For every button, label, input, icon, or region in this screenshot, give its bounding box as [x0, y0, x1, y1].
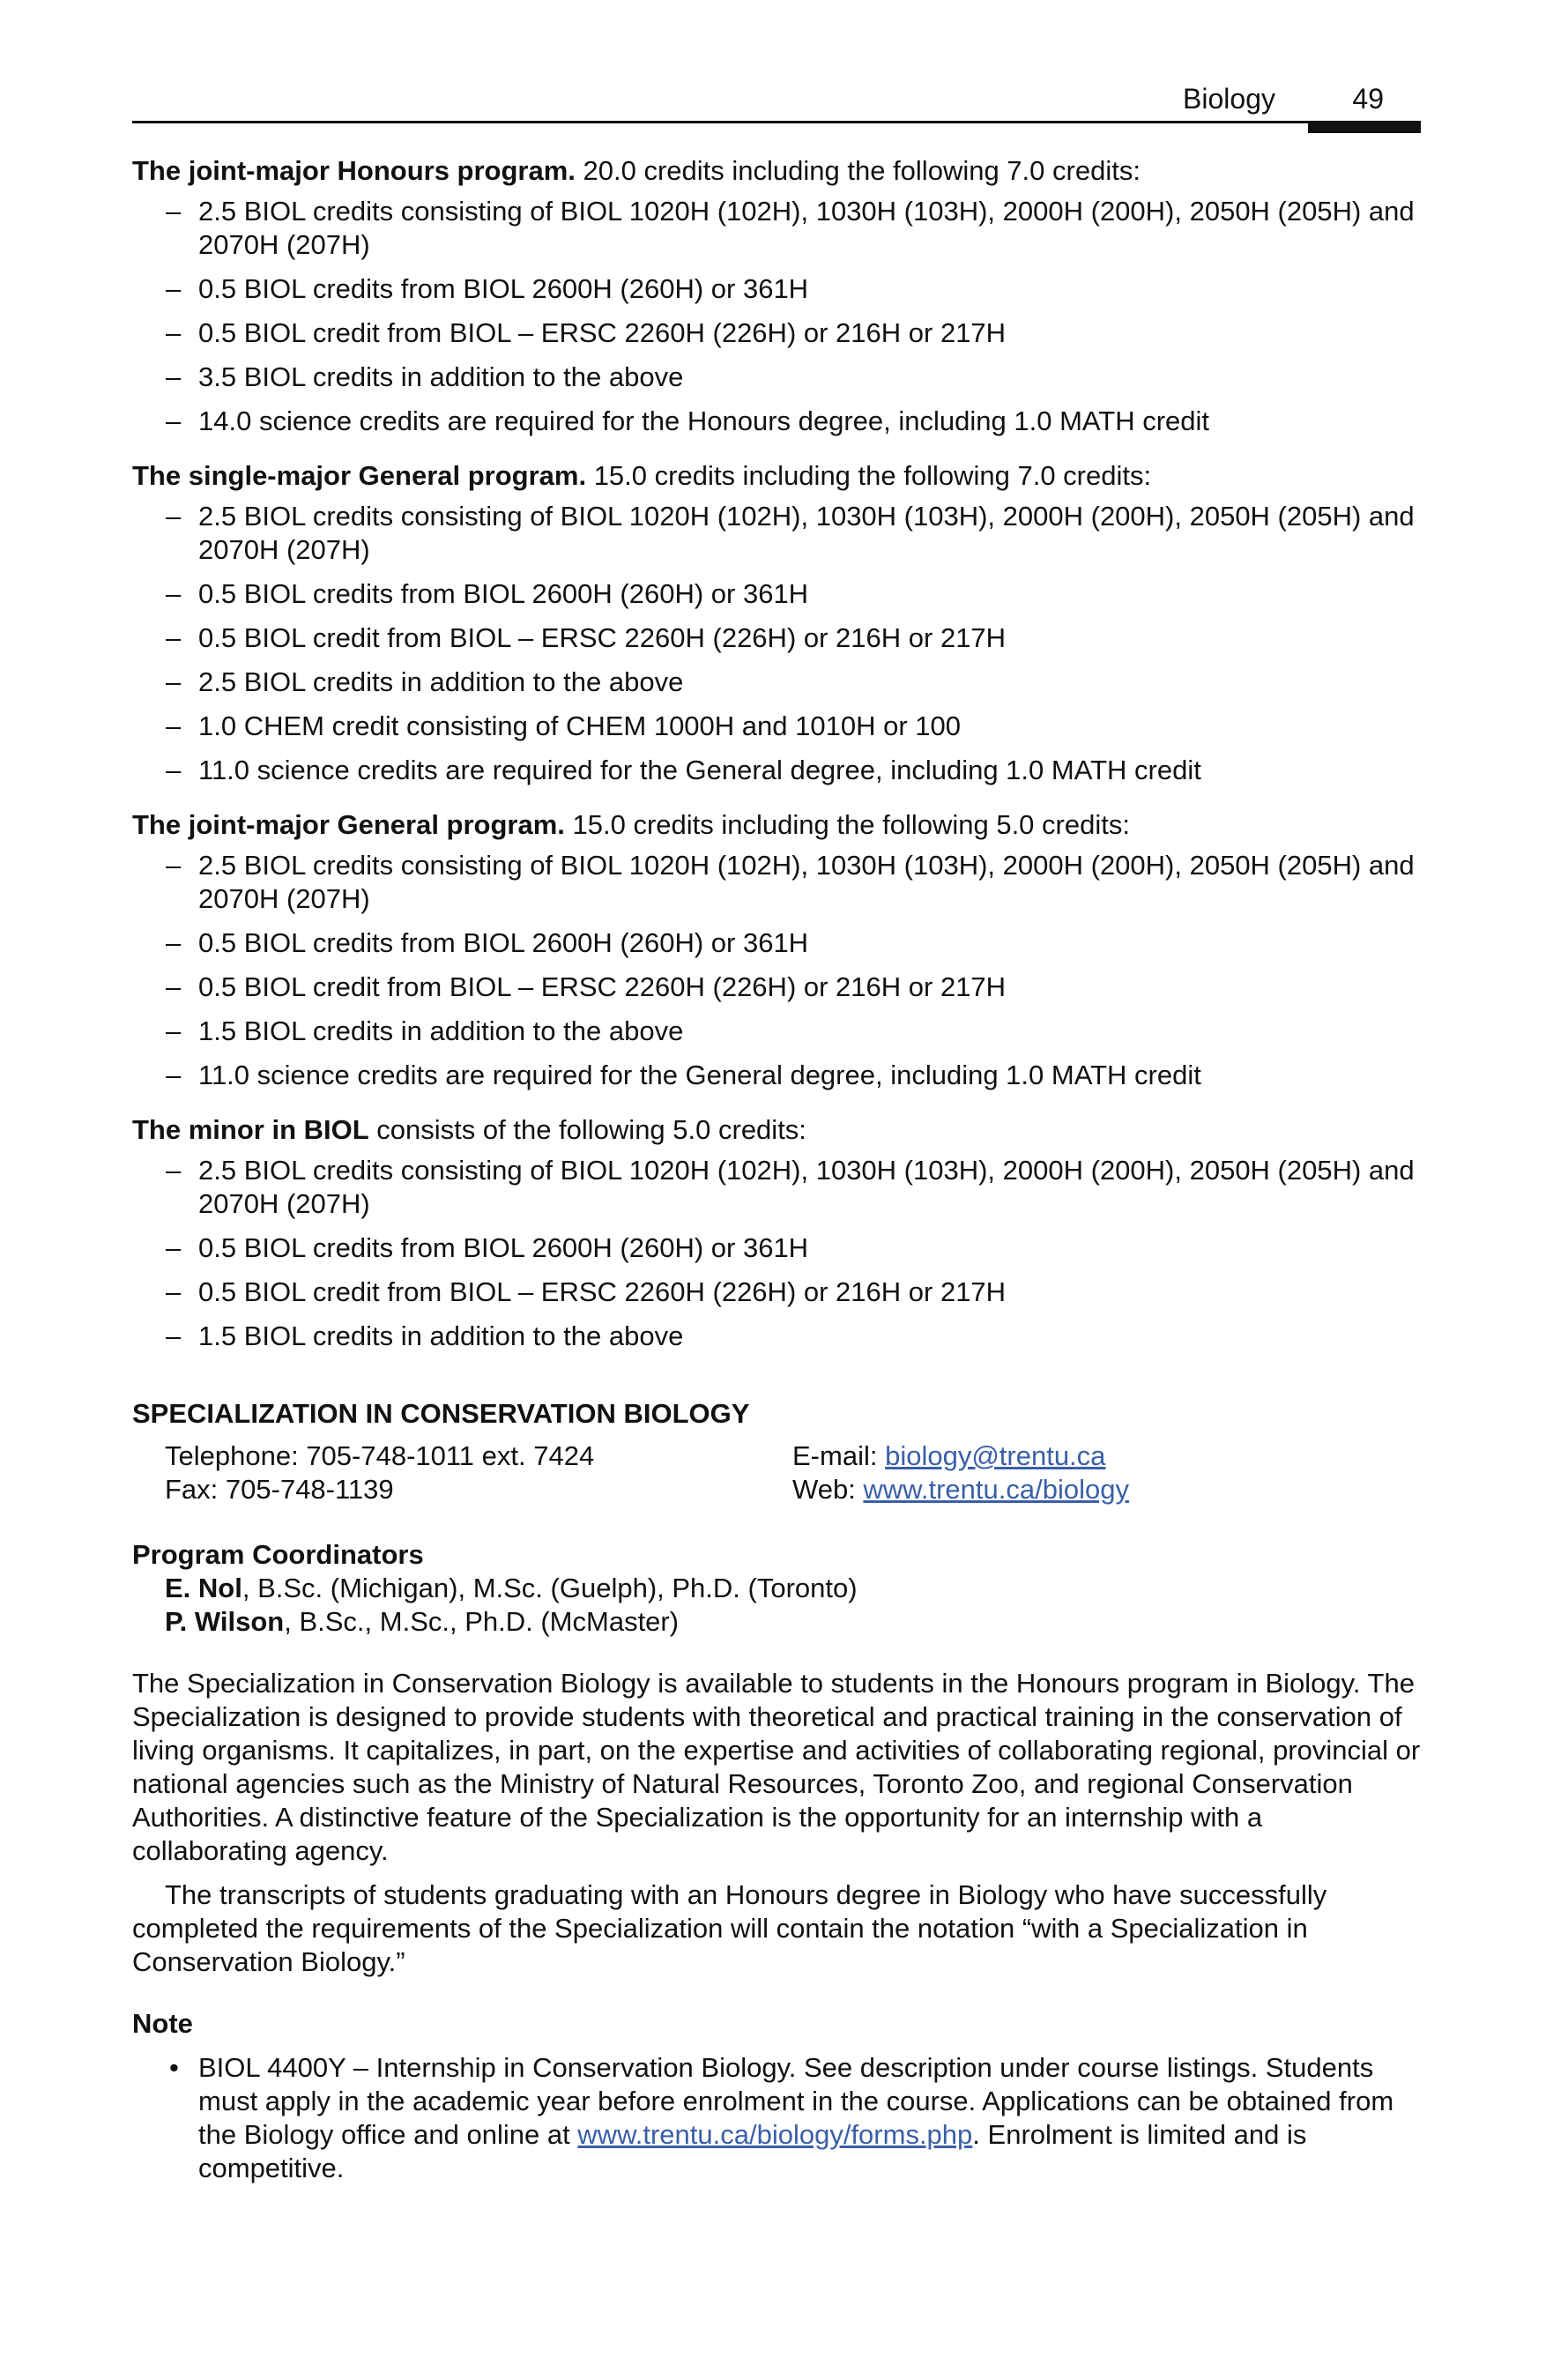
- page-content: [132, 154, 1421, 2185]
- note-heading: Note: [132, 2008, 193, 2039]
- requirement-text: 2.5 BIOL credits in addition to the above: [198, 666, 684, 697]
- requirement-item: [132, 405, 1421, 438]
- requirement-text: 1.0 CHEM credit consisting of CHEM 1000H and 1010H or 100: [198, 710, 961, 741]
- coordinator-name: P. Wilson: [165, 1606, 285, 1637]
- requirement-text: 2.5 BIOL credits consisting of BIOL 1020H (102H), 1030H (103H), 2000H (200H), 2050H (205H) and 2070H (207H): [198, 196, 1415, 260]
- header-rule: [132, 121, 1421, 123]
- requirement-list: [132, 500, 1421, 787]
- program-title: The minor in BIOL: [132, 1114, 369, 1145]
- dash-mark: –: [166, 710, 182, 741]
- page-number: 49: [1352, 83, 1384, 115]
- program-section: [132, 154, 1421, 438]
- coordinator-entry: [165, 1572, 1421, 1605]
- requirement-item: [132, 1231, 1421, 1265]
- requirement-text: 11.0 science credits are required for the General degree, including 1.0 MATH credit: [198, 755, 1201, 785]
- dash-mark: –: [166, 1276, 182, 1307]
- requirement-item: [132, 500, 1421, 567]
- requirement-list: [132, 195, 1421, 438]
- contact-right-column: [792, 1439, 1129, 1506]
- dash-mark: –: [166, 666, 182, 697]
- note-text-end: . Enrolment is limited and is competitive.: [198, 2119, 1307, 2183]
- program-heading: [132, 808, 1421, 842]
- email-link[interactable]: biology@trentu.ca: [885, 1440, 1106, 1471]
- requirement-text: 0.5 BIOL credits from BIOL 2600H (260H) or 361H: [198, 927, 809, 958]
- dash-mark: –: [166, 622, 182, 653]
- program-credit-summary: 20.0 credits including the following 7.0 credits:: [575, 155, 1141, 186]
- requirement-item: [132, 272, 1421, 306]
- requirement-text: 0.5 BIOL credit from BIOL – ERSC 2260H (226H) or 216H or 217H: [198, 971, 1007, 1002]
- email-label: E-mail:: [792, 1440, 886, 1471]
- requirement-text: 0.5 BIOL credits from BIOL 2600H (260H) or 361H: [198, 578, 809, 609]
- web-label: Web:: [792, 1474, 864, 1505]
- requirement-text: 1.5 BIOL credits in addition to the above: [198, 1015, 684, 1046]
- coordinators-heading: Program Coordinators: [132, 1539, 424, 1570]
- note-item: [132, 2051, 1421, 2185]
- contact-block: [165, 1439, 1421, 1510]
- dash-mark: –: [166, 578, 182, 609]
- bullet-mark: •: [169, 2052, 179, 2083]
- requirement-item: [132, 666, 1421, 699]
- dash-mark: –: [166, 971, 182, 1002]
- requirement-item: [132, 577, 1421, 611]
- requirement-text: 0.5 BIOL credits from BIOL 2600H (260H) or 361H: [198, 1232, 809, 1263]
- requirement-item: [132, 1154, 1421, 1221]
- coordinator-credentials: , B.Sc. (Michigan), M.Sc. (Guelph), Ph.D. (Toronto): [241, 1573, 858, 1603]
- dash-mark: –: [166, 1155, 182, 1186]
- requirement-item: [132, 1276, 1421, 1309]
- program-title: The joint-major General program.: [132, 809, 565, 840]
- dash-mark: –: [166, 405, 182, 436]
- program-credit-summary: consists of the following 5.0 credits:: [368, 1114, 806, 1145]
- dash-mark: –: [166, 755, 182, 785]
- program-heading: [132, 459, 1421, 493]
- running-header: [132, 81, 1421, 134]
- requirement-text: 3.5 BIOL credits in addition to the above: [198, 361, 684, 392]
- dash-mark: –: [166, 317, 182, 348]
- forms-link[interactable]: www.trentu.ca/biology/forms.php: [577, 2119, 973, 2150]
- program-credit-summary: 15.0 credits including the following 7.0 credits:: [586, 460, 1152, 491]
- requirement-item: [132, 926, 1421, 960]
- coordinator-credentials: , B.Sc., M.Sc., Ph.D. (McMaster): [284, 1606, 680, 1637]
- specialization-heading: SPECIALIZATION IN CONSERVATION BIOLOGY: [132, 1398, 750, 1429]
- email-line: [792, 1439, 1129, 1473]
- dash-mark: –: [166, 1060, 182, 1090]
- program-section: [132, 808, 1421, 1092]
- requirement-item: [132, 621, 1421, 655]
- requirement-text: 1.5 BIOL credits in addition to the above: [198, 1320, 684, 1351]
- header-tab-bar: [1308, 121, 1421, 133]
- web-link[interactable]: www.trentu.ca/biology: [863, 1474, 1129, 1505]
- web-line: [792, 1473, 1129, 1506]
- program-credit-summary: 15.0 credits including the following 5.0 credits:: [564, 809, 1130, 840]
- program-section: [132, 459, 1421, 787]
- dash-mark: –: [166, 273, 182, 304]
- requirement-text: 2.5 BIOL credits consisting of BIOL 1020H (102H), 1030H (103H), 2000H (200H), 2050H (205H) and 2070H (207H): [198, 1155, 1415, 1219]
- requirement-list: [132, 1154, 1421, 1353]
- requirement-text: 2.5 BIOL credits consisting of BIOL 1020H (102H), 1030H (103H), 2000H (200H), 2050H (205H) and 2070H (207H): [198, 850, 1415, 914]
- requirement-text: 0.5 BIOL credit from BIOL – ERSC 2260H (226H) or 216H or 217H: [198, 317, 1007, 348]
- requirement-item: [132, 710, 1421, 743]
- coordinator-name: E. Nol: [165, 1573, 242, 1603]
- program-heading: [132, 154, 1421, 188]
- requirement-item: [132, 754, 1421, 787]
- requirement-text: 14.0 science credits are required for the Honours degree, including 1.0 MATH credit: [198, 405, 1210, 436]
- note-text: BIOL 4400Y – Internship in Conservation Biology. See description under course listings. Students must apply in the academic year before enrolment in the course. Applications can be obtained from the Biology office and online at: [198, 2052, 1394, 2150]
- dash-mark: –: [166, 927, 182, 958]
- dash-mark: –: [166, 1320, 182, 1351]
- requirement-item: [132, 361, 1421, 394]
- requirement-item: [132, 1320, 1421, 1353]
- program-section: [132, 1113, 1421, 1353]
- requirement-item: [132, 316, 1421, 350]
- requirement-item: [132, 849, 1421, 916]
- dash-mark: –: [166, 501, 182, 532]
- dash-mark: –: [166, 361, 182, 392]
- requirement-text: 2.5 BIOL credits consisting of BIOL 1020H (102H), 1030H (103H), 2000H (200H), 2050H (205H) and 2070H (207H): [198, 501, 1415, 565]
- requirement-item: [132, 1015, 1421, 1048]
- telephone: Telephone: 705-748-1011 ext. 7424: [165, 1440, 595, 1471]
- coordinator-entry: [165, 1605, 1421, 1639]
- note-list: [132, 2051, 1421, 2185]
- requirement-text: 0.5 BIOL credits from BIOL 2600H (260H) or 361H: [198, 273, 809, 304]
- requirement-item: [132, 195, 1421, 262]
- requirement-text: 11.0 science credits are required for the General degree, including 1.0 MATH credit: [198, 1060, 1201, 1090]
- requirement-list: [132, 849, 1421, 1092]
- requirement-item: [132, 971, 1421, 1004]
- program-title: The joint-major Honours program.: [132, 155, 576, 186]
- program-sections: [132, 154, 1421, 1353]
- dash-mark: –: [166, 196, 182, 227]
- header-section-title: Biology: [1183, 83, 1275, 115]
- fax: Fax: 705-748-1139: [165, 1474, 394, 1505]
- dash-mark: –: [166, 1015, 182, 1046]
- requirement-text: 0.5 BIOL credit from BIOL – ERSC 2260H (226H) or 216H or 217H: [198, 1276, 1007, 1307]
- requirement-item: [132, 1059, 1421, 1092]
- program-heading: [132, 1113, 1421, 1147]
- dash-mark: –: [166, 1232, 182, 1263]
- transcript-paragraph: The transcripts of students graduating with an Honours degree in Biology who have successfully completed the requirements of the Specialization will contain the notation “with a Specialization in Conservation Biology.”: [132, 1879, 1327, 1977]
- requirement-text: 0.5 BIOL credit from BIOL – ERSC 2260H (226H) or 216H or 217H: [198, 622, 1007, 653]
- program-title: The single-major General program.: [132, 460, 587, 491]
- specialization-paragraph: The Specialization in Conservation Biology is available to students in the Honours program in Biology. The Specialization is designed to provide students with theoretical and practical training in the conservation of living organisms. It capitalizes, in part, on the expertise and activities of collaborating regional, provincial or national agencies such as the Ministry of Natural Resources, Toronto Zoo, and regional Conservation Authorities. A distinctive feature of the Specialization is the opportunity for an internship with a collaborating agency.: [132, 1668, 1421, 1866]
- contact-left-column: [165, 1439, 594, 1506]
- dash-mark: –: [166, 850, 182, 881]
